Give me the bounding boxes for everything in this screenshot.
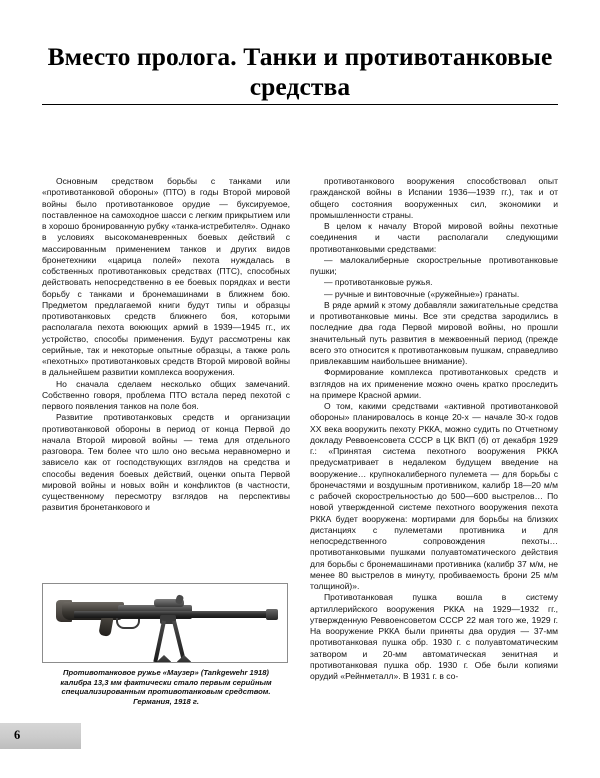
footer-bar <box>0 723 81 749</box>
page-number: 6 <box>14 728 21 742</box>
paragraph: Противотанковая пушка вошла в систему артиллерийского вооружения РККА на 1929—1932 гг., утвержденную Реввоенсоветом СССР 22 мая того же, 1929 г. На вооружение РККА были приняты два орудия — 37-мм противотанковая пушка обр. 1930 г. с полуавтоматическим затвором и 20-мм автоматическая зенитная и противотанковая пушка обр. 1930 г. Обе были копиями орудий «Рейнметалл». В 1931 г. в со- <box>310 592 558 681</box>
paragraph: В ряде армий к этому добавляли зажигательные средства и противотанковые мины. Все эти средства зародились в последние два года Первой мировой войны, но прошли значительный путь развития в межвоенный период (прежде всего это относится к противотанковым пушкам, справедливо привлекавшим наибольшее внимание). <box>310 299 558 366</box>
title-divider <box>42 104 558 105</box>
figure-caption-line: специализированным противотанковым средством. <box>61 687 271 697</box>
figure-caption-line: калибра 13,3 мм фактически стало первым серийным <box>60 677 272 687</box>
paragraph: Но сначала сделаем несколько общих замечаний. Собственно говоря, проблема ПТО встала перед пехотой с первого появления танков на поле боя. <box>42 378 290 411</box>
list-item: — малокалиберные скорострельные противотанковые пушки; <box>310 254 558 276</box>
paragraph: О том, какими средствами «активной противотанковой обороны» планировалось в конце 20-х — начале 30-х годов XX века вооружить пехоту РККА, можно судить по Отчетному докладу Реввоенсовета СССР в ЦК ВКП (б) от декабря 1929 г.: «Принятая система пехотного вооружения РККА предусматривает в недалеком будущем введение на вооружение… крупнокалиберного пулемета — для борьбы с бронечастями и воздушным противником, калибр 18—20 м/м с рабочей скорострельностью до 500—600 выстрелов… По новой утвержденной системе пехотного вооружения пехота РККА будет вооружена: мортирами для борьбы на близких дистанциях с пулеметами противника и для непосредственного сопровождения пехоты… противотанковыми пушками полуавтоматического действия для борьбы с бронемашинами противника (калибр 37 м/м, не менее 80 выстрелов в минуту, пробиваемость брони 25 м/м толщиной)». <box>310 401 558 591</box>
rifle-pistol-grip <box>98 615 113 637</box>
list-item: — ручные и винтовочные («ружейные») гранаты. <box>324 288 520 299</box>
page-title-line-1: Вместо пролога. Танки и противотанковые <box>47 42 553 71</box>
figure-caption-line: Германия, 1918 г. <box>133 696 199 706</box>
paragraph: В целом к началу Второй мировой войны пехотные соединения и части располагали следующими противотанковыми средствами: <box>310 221 558 254</box>
anti-tank-rifle-photo <box>44 585 286 661</box>
paragraph: Развитие противотанковых средств и организации противотанковой обороны в период от конца Первой до начала Второй мировой войны — тема для отдельного разговора. Тем более что шло оно весьма неравномерно и зависело как от господствующих взглядов на средства и способы ведения боевых действий, оценки опыта Первой мировой войны и новых войн и конфликтов (в частности, существенному пересмотру взглядов на перспективы развития бронетанкового и <box>42 412 290 513</box>
figure-caption-line: Противотанковое ружье «Маузер» (Tankgewehr 1918) <box>63 668 269 677</box>
paragraph: Формирование комплекса противотанковых средств и взглядов на их применение можно очень кратко проследить на примере Красной армии. <box>310 367 558 400</box>
figure-image-frame <box>42 583 288 663</box>
rifle-bipod-foot-left <box>157 655 171 663</box>
left-text-column <box>42 176 290 514</box>
page-title <box>42 42 558 102</box>
page-title-line-2: средства <box>249 72 351 101</box>
rifle-muzzle <box>266 609 278 620</box>
paragraph: противотанкового вооружения способствовал опыт гражданской войны в Испании 1936—1939 гг.), так и от общего состояния вооруженных сил, экономики и промышленности страны. <box>310 176 558 220</box>
list-item: — противотанковые ружья. <box>324 277 433 288</box>
figure-caption <box>42 668 290 706</box>
rifle-bipod-foot-right <box>177 655 191 663</box>
figure <box>42 583 290 706</box>
rifle-trigger-guard <box>116 618 140 629</box>
paragraph: Основным средством борьбы с танками или «противотанковой обороны» (ПТО) в годы Второй мировой войны было противотанковое орудие — буксируемое, поставленное на самоходное шасси с легким прикрытием или в хорошо бронированную рубку «танка-истребителя». Однако в условиях высокоманевренных боевых действий с массированным применением танков и других видов бронетехники «царица полей» пехота нуждалась в собственных противотанковых средствах (ПТС), способных действовать непосредственно в ее боевых порядках и вести борьбу с танками и бронемашинами в ближнем бою. Предметом предлагаемой книги будут типы и образцы противотанковых средств ближнего боя, которыми располагала пехота воюющих армий в 1939—1945 гг., их устройство, способы применения. Будут рассмотрены как серийные, так и некоторые опытные образцы, а также роль «пехотных» противотанковых средств Второй мировой войны в дальнейшем развитии комплекса вооружения. <box>42 176 290 378</box>
right-text-column <box>310 176 558 682</box>
